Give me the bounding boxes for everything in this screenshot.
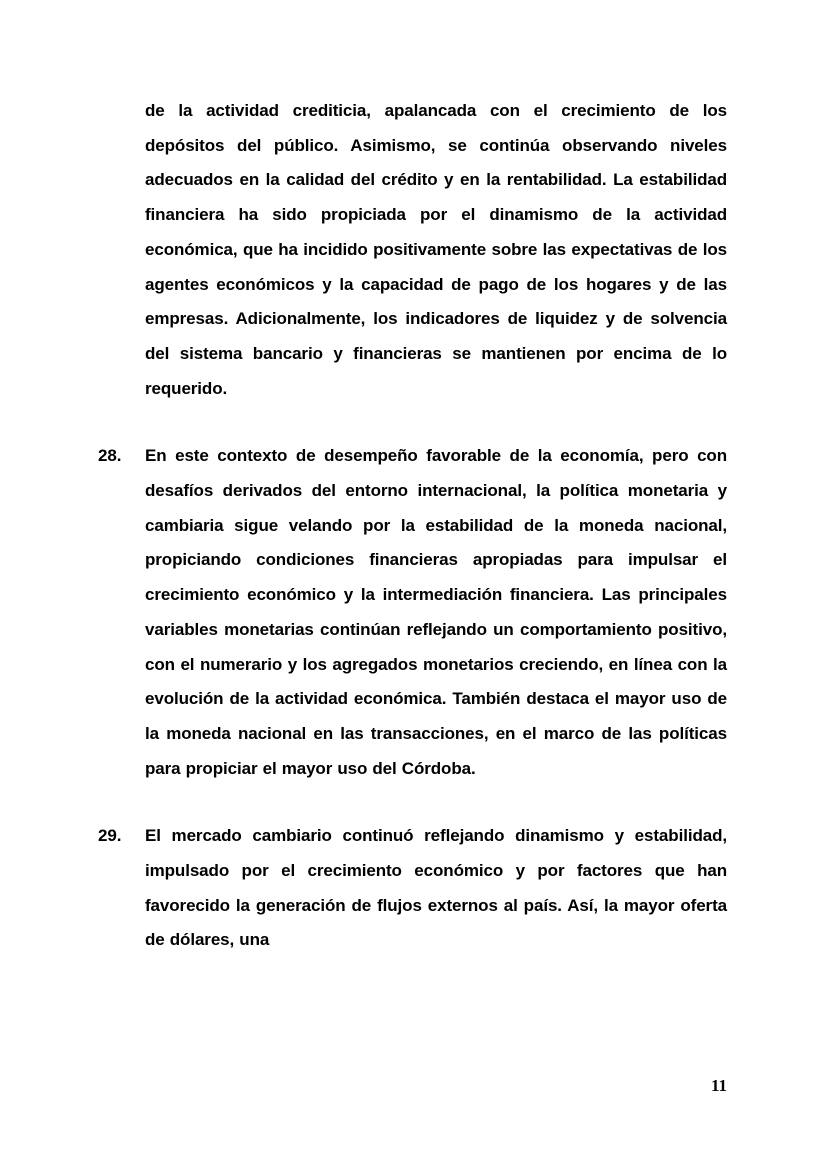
paragraph-text: de la actividad crediticia, apalancada con el crecimiento de los depósitos del público. Asimismo, se continúa observando niveles adecuados en la calidad del crédito y en la rentabilidad. La estabilidad financiera ha sido propiciada por el dinamismo de la actividad económica, que ha incidido positivamente sobre las expectativas de los agentes económicos y la capacidad de pago de los hogares y de las empresas. Adicionalmente, los indicadores de liquidez y de solvencia del sistema bancario y financieras se mantienen por encima de lo requerido. — [145, 101, 727, 398]
paragraph-text: El mercado cambiario continuó reflejando dinamismo y estabilidad, impulsado por el crecimiento económico y por factores que han favorecido la generación de flujos externos al país. Así, la mayor oferta de dólares, una — [145, 826, 727, 950]
page-content — [98, 94, 727, 958]
paragraph-number: 28. — [98, 446, 122, 466]
paragraph-29 — [98, 819, 727, 958]
paragraph-28 — [98, 439, 727, 786]
paragraph-number: 29. — [98, 826, 122, 846]
paragraph-text: En este contexto de desempeño favorable de la economía, pero con desafíos derivados del entorno internacional, la política monetaria y cambiaria sigue velando por la estabilidad de la moneda nacional, propiciando condiciones financieras apropiadas para impulsar el crecimiento económico y la intermediación financiera. Las principales variables monetarias continúan reflejando un comportamiento positivo, con el numerario y los agregados monetarios creciendo, en línea con la evolución de la actividad económica. También destaca el mayor uso de la moneda nacional en las transacciones, en el marco de las políticas para propiciar el mayor uso del Córdoba. — [145, 446, 727, 778]
paragraph-continuation — [98, 94, 727, 406]
page-number: 11 — [710, 1076, 727, 1095]
